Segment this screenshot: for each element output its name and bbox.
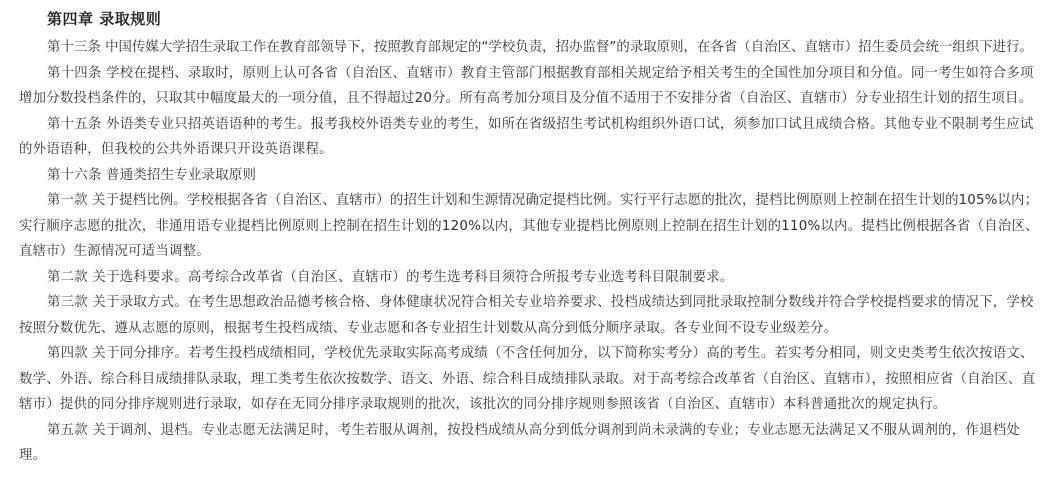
text-line: 第十五条 外语类专业只招英语语种的考生。报考我校外语类专业的考生，如所在省级招生考试机构组织外语口试，须参加口试且成绩合格。其他专业不限制考生应试 — [47, 116, 1034, 132]
clause-3-admission-method — [19, 290, 1039, 341]
clause-4-tie-ranking — [19, 341, 1039, 418]
text-line: 第十四条 学校在提档、录取时，原则上认可各省（自治区、直辖市）教育主管部门根据教育部相关规定给予相关考生的全国性加分项目和分值。同一考生如符合多项 — [47, 65, 1034, 81]
text-line: 第一款 关于提档比例。学校根据各省（自治区、直辖市）的招生计划和生源情况确定提档比例。实行平行志愿的批次，提档比例原则上控制在招生计划的105%以内； — [47, 193, 1039, 208]
text-line: 增加分数投档条件的，只取其中幅度最大的一项分值，且不得超过20分。所有高考加分项目及分值不适用于不安排分省（自治区、直辖市）分专业招生计划的招生项目。 — [19, 91, 1033, 106]
text-line: 的外语语种，但我校的公共外语课只开设英语课程。 — [19, 142, 333, 157]
text-line: 直辖市）生源情况可适当调整。 — [19, 244, 210, 259]
chapter-title: 第四章 录取规则 — [47, 10, 162, 28]
text-line: 第五款 关于调剂、退档。专业志愿无法满足时，考生若服从调剂，按投档成绩从高分到低分调剂到尚未录满的专业；专业志愿无法满足又不服从调剂的，作退档处 — [47, 422, 1020, 438]
clause-1-admission-ratio — [19, 188, 1039, 265]
article-15 — [19, 112, 1039, 163]
text-line: 第三款 关于录取方式。在考生思想政治品德考核合格、身体健康状况符合相关专业培养要求、投档成绩达到同批录取控制分数线并符合学校提档要求的情况下，学校 — [47, 295, 1034, 310]
text-line: 第十六条 普通类招生专业录取原则 — [47, 167, 257, 183]
text-line: 实行顺序志愿的批次，非通用语专业提档比例原则上控制在招生计划的120%以内，其他专业提档比例原则上控制在招生计划的110%以内。提档比例根据各省（自治区、 — [19, 218, 1039, 234]
text-line: 按照分数优先、遵从志愿的原则，根据考生投档成绩、专业志愿和各专业招生计划数从高分到低分顺序录取。各专业间不设专业级差分。 — [19, 320, 838, 336]
text-line: 第十三条 中国传媒大学招生录取工作在教育部领导下，按照教育部规定的“学校负责，招办监督”的录取原则，在各省（自治区、直辖市）招生委员会统一组织下进行。 — [47, 40, 1033, 55]
text-line: 第四款 关于同分排序。若考生投档成绩相同，学校优先录取实际高考成绩（不含任何加分，以下简称实考分）高的考生。若实考分相同，则文史类考生依次按语文、 — [47, 346, 1034, 361]
article-16 — [19, 163, 1039, 189]
article-14 — [19, 61, 1039, 112]
article-13 — [19, 35, 1039, 61]
clause-5-adjustment-withdrawal — [19, 418, 1039, 469]
clause-2-subject-requirements — [19, 265, 1039, 291]
text-line: 数学、外语、综合科目成绩排队录取，理工类考生依次按数学、语文、外语、综合科目成绩排队录取。对于高考综合改革省（自治区、直辖市），按照相应省（自治区、直 — [19, 371, 1036, 387]
text-line: 第二款 关于选科要求。高考综合改革省（自治区、直辖市）的考生选考科目须符合所报考专业选考科目限制要求。 — [47, 269, 734, 285]
text-line: 辖市）提供的同分排序规则进行录取，如存在无同分排序录取规则的批次，该批次的同分排序规则参照该省（自治区、直辖市）本科普通批次的规定执行。 — [19, 397, 947, 412]
text-line: 理。 — [19, 448, 47, 463]
